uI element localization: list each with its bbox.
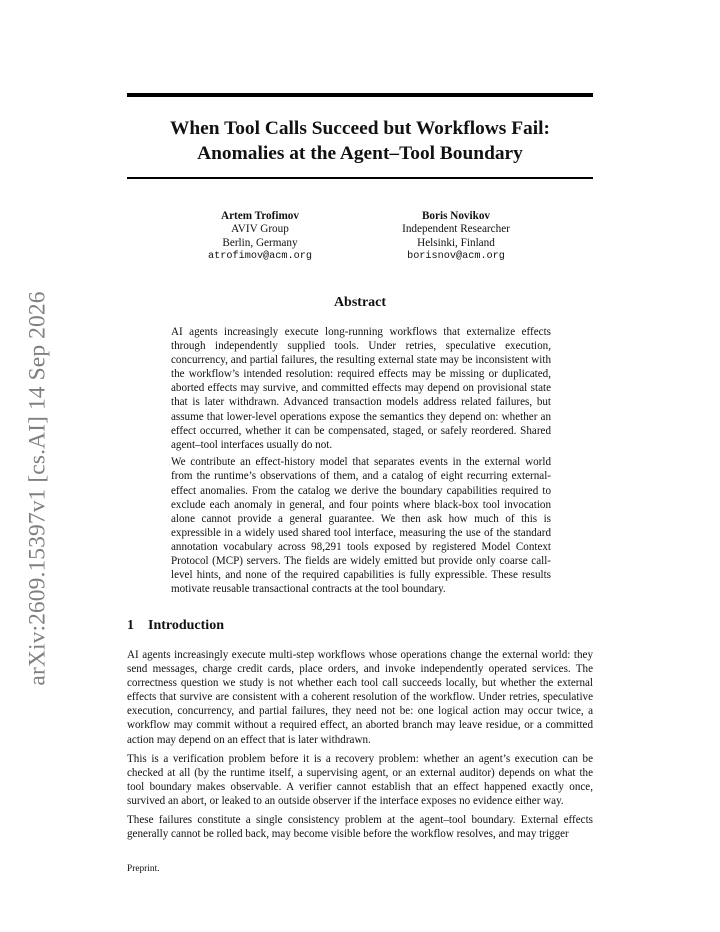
abstract-heading: Abstract bbox=[333, 295, 387, 310]
abstract-paragraph-2: We contribute an effect-history model that separates events in the external world from the runtime’s observations of them, and a catalog of eight recurring external-effect anomalies. From the catalog we derive the boundary capabilities required to exclude each anomaly in general, and four points where black-box tool invocation alone cannot provide a general guarantee. We then ask how much of this is expressible in a widely used shared tool interface, measuring the use of the standard annotation vocabulary across 98,291 tools exposed by registered Model Context Protocol (MCP) servers. The fields are widely emitted but provide only coarse call-level hints, and none of the required capabilities is fully expressible. These results motivate reusable transactional contracts at the tool boundary. bbox=[171, 456, 551, 596]
body-paragraph-2: This is a verification problem before it is a recovery problem: whether an agent’s execution can be checked at all (by the runtime itself, a supervising agent, or an external auditor) depends on what the tool boundary makes observable. A verifier cannot establish that an effect happened exactly once, survived an abort, or leaked to an outside observer if the interface exposes no evidence either way. bbox=[127, 752, 593, 807]
author-block-1 bbox=[160, 210, 360, 264]
introduction-body bbox=[127, 648, 593, 846]
author-email: borisnov@acm.org bbox=[407, 251, 505, 263]
section-heading-introduction bbox=[127, 618, 224, 634]
title-bottom-rule bbox=[127, 177, 593, 179]
author-email: atrofimov@acm.org bbox=[208, 251, 312, 263]
title-top-rule bbox=[127, 93, 593, 97]
author-affiliation: AVIV Group bbox=[231, 223, 289, 236]
footer-note: Preprint. bbox=[127, 864, 160, 874]
paper-title bbox=[127, 116, 593, 166]
author-location: Berlin, Germany bbox=[222, 236, 298, 249]
section-title: Introduction bbox=[148, 618, 224, 633]
author-name: Artem Trofimov bbox=[221, 210, 299, 222]
author-name: Boris Novikov bbox=[421, 210, 491, 222]
abstract-body bbox=[171, 325, 551, 600]
body-paragraph-3: These failures constitute a single consistency problem at the agent–tool boundary. External effects generally cannot be rolled back, may become visible before the workflow resolves, and may trigger bbox=[127, 814, 593, 841]
author-block-2 bbox=[356, 210, 556, 264]
body-paragraph-1: AI agents increasingly execute multi-step workflows whose operations change the external world: they send messages, charge credit cards, place orders, and invoke independently operated services. The correctness question we study is not whether each tool call succeeds locally, but whether the external effects that survive are consistent with a coherent resolution of the workflow. Under retries, speculative execution, concurrency, and partial failures, they need not be: one logical action may occur twice, a workflow may commit without a required effect, an aborted branch may leave residue, or a committed action may depend on an effect that is later withdrawn. bbox=[127, 649, 593, 746]
arxiv-identifier: arXiv:2609.15397v1 [cs.AI] 14 Sep 2026 bbox=[24, 291, 51, 686]
section-number: 1 bbox=[127, 618, 134, 633]
author-affiliation: Independent Researcher bbox=[402, 223, 510, 236]
title-line-1: When Tool Calls Succeed but Workflows Fail: bbox=[170, 118, 550, 139]
author-location: Helsinki, Finland bbox=[417, 236, 495, 249]
title-line-2: Anomalies at the Agent–Tool Boundary bbox=[197, 143, 523, 164]
abstract-paragraph-1: AI agents increasingly execute long-running workflows that externalize effects through independently supplied tools. Under retries, speculative execution, concurrency, and partial failures, the resulting external state may be inconsistent with the workflow’s intended resolution: required effects may be missing or duplicated, aborted effects may survive, and committed effects may depend on provisional state that is later withdrawn. Advanced transaction models address related failures, but assume that lower-level operations expose the semantics they depend on: whether an effect occurred, whether it can be compensated, staged, or safely reordered. Shared agent–tool interfaces usually do not. bbox=[171, 326, 551, 451]
